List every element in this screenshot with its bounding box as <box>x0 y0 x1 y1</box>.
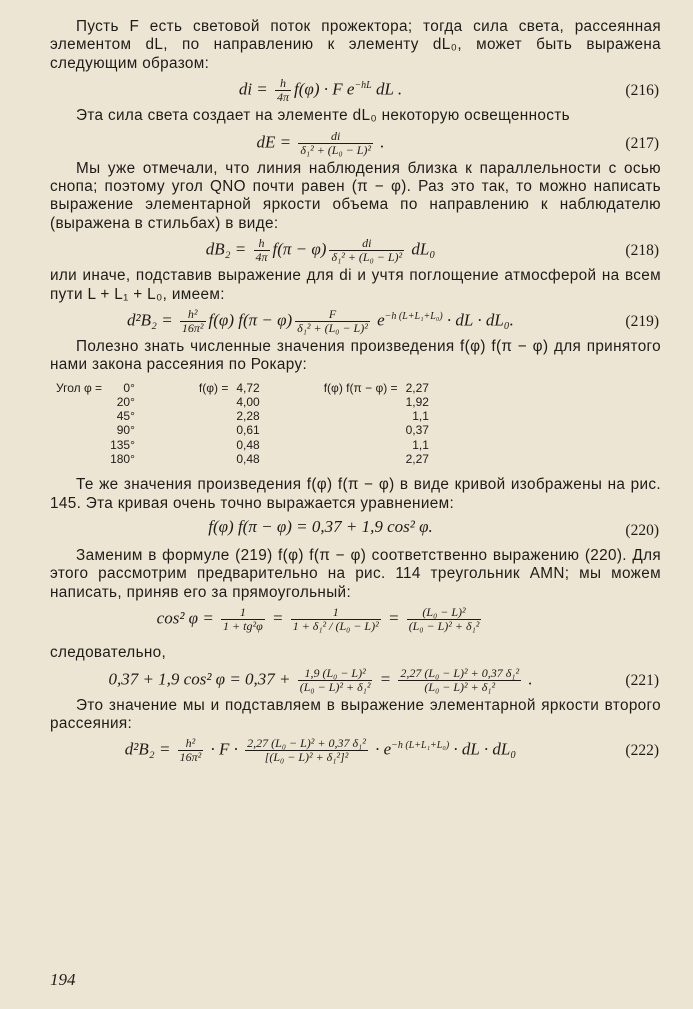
page-number: 194 <box>50 970 76 989</box>
frac-den: 4π <box>255 250 268 265</box>
frac-num: di <box>329 237 404 251</box>
table-cell <box>264 438 402 452</box>
table-cell: f(φ) f(π − φ) = <box>323 380 398 395</box>
paragraph-5: Полезно знать численные значения произведения f(φ) f(π − φ) для принятого нами закона рассеяния по Рокару: <box>50 338 661 374</box>
equation-number: (216) <box>625 82 659 100</box>
table-cell: 90° <box>116 423 135 438</box>
equation-217 <box>50 126 661 160</box>
table-cell: 2,27 <box>405 380 429 395</box>
eq-lhs: cos² φ = <box>156 608 219 628</box>
eq-sup: −h (L+L₁+L₀) <box>384 310 443 322</box>
table-cell: 4,00 <box>236 395 260 410</box>
frac-den: δ₁² + (L₀ − L)² <box>300 142 371 157</box>
equation-cos: cos² φ = $\frac{1}{\text{1 + tg²φ}}$ = $\frac{1}{\text{1 + δ₁² / (L₀ − L)²}}$ = $\frac{\text{(L₀ − L)²}}{\text{(L₀ − L)² + δ₁²}}$ <box>156 605 480 634</box>
table-cell: 2,27 <box>405 451 429 466</box>
table-cell <box>139 409 232 423</box>
equation-number: (220) <box>625 521 659 539</box>
table-cell: 4,72 <box>236 380 260 395</box>
table-cell <box>52 452 106 466</box>
eq-exp-base: e <box>372 310 385 330</box>
paragraph-7: Заменим в формуле (219) f(φ) f(π − φ) соответственно выражению (220). Для этого рассмотрим предварительно на рис. 114 треугольник AMN; мы можем написать, приняв его за прямоугольный: <box>50 546 661 601</box>
frac-num: h <box>254 237 270 251</box>
frac-den: 1 + tg²φ <box>223 619 263 634</box>
frac-num: 2,27 (L₀ − L)² + 0,37 δ₁² <box>400 665 520 680</box>
eq-lhs: dE = <box>256 132 296 152</box>
frac-den: (L₀ − L)² + δ₁² <box>408 619 480 634</box>
table-cell: 45° <box>116 409 135 424</box>
equation-number: (222) <box>625 742 659 760</box>
table-cell <box>264 452 402 466</box>
table-row <box>52 452 433 466</box>
table-cell: 1,1 <box>412 409 429 424</box>
frac-num: h² <box>178 737 204 751</box>
equation-216 <box>50 73 661 107</box>
table-cell: 1,1 <box>412 437 429 452</box>
table-row <box>52 395 433 409</box>
eq-tail: dL . <box>371 79 403 99</box>
eq-lhs: di = <box>238 79 273 99</box>
frac-den: (L₀ − L)² + δ₁² <box>424 679 496 694</box>
eq-mid: · F · <box>206 739 243 759</box>
table-row <box>52 409 433 423</box>
equation-number: (221) <box>625 671 659 689</box>
eq-tail: . <box>524 668 533 688</box>
frac-num: 1 <box>291 606 381 620</box>
equation-221: 0,37 + 1,9 cos² φ = 0,37 + $\frac{\text{1,9 (L₀ − L)²}}{\text{(L₀ − L)² + δ₁²}}$ = $\frac{\text{2,27 (L₀ − L)² + 0,37 δ₁²}}{\text{(L₀ − L)² + δ₁²}}$ . (221) <box>108 665 659 694</box>
values-table <box>52 381 433 466</box>
frac-num: h <box>275 77 291 91</box>
table-cell: 0,48 <box>236 437 260 452</box>
table-cell: f(φ) = <box>198 380 229 395</box>
eq-lhs: d²B₂ = <box>127 310 177 330</box>
paragraph-3: Мы уже отмечали, что линия наблюдения близка к параллельности с осью снопа; поэтому угол QNO почти равен (π − φ). Раз это так, то можно написать выражение элементарной яркости объема по направлению к наблюдателю (выражена в стильбах) в виде: <box>50 159 661 232</box>
frac-den: 16π² <box>181 321 204 336</box>
table-cell: 1,92 <box>405 395 429 410</box>
table-row <box>52 423 433 437</box>
table-cell: 0,61 <box>236 423 260 438</box>
table-cell <box>139 395 232 409</box>
table-cell: 20° <box>116 395 135 410</box>
frac-num: di <box>298 130 373 144</box>
table-cell <box>52 409 106 423</box>
equation-number: (218) <box>625 242 659 260</box>
paragraph-9: Это значение мы и подставляем в выражение элементарной яркости второго рассеяния: <box>50 696 661 732</box>
frac-num: (L₀ − L)² <box>407 606 482 620</box>
table-cell: 180° <box>110 451 135 466</box>
eq-exp-base: · e <box>370 739 392 759</box>
paragraph-8: следовательно, <box>50 644 167 662</box>
eq-tail: · dL · dL₀. <box>442 310 514 330</box>
eq-mid: f(π − φ) <box>272 239 327 259</box>
equation-219 <box>50 304 661 338</box>
eq-lhs: d²B₂ = <box>124 739 175 759</box>
equation-number: (217) <box>625 134 659 152</box>
eq-sup: −hL <box>354 79 372 91</box>
table-cell: 135° <box>110 437 135 452</box>
frac-den: 16π² <box>179 750 202 765</box>
eq-lhs: dB₂ = <box>205 239 251 259</box>
paragraph-2: Эта сила света создает на элементе dL₀ некоторую освещенность <box>76 107 570 125</box>
eq-tail: · dL · dL₀ <box>449 739 517 759</box>
frac-den: [(L₀ − L)² + δ₁²]² <box>264 750 349 765</box>
table-row <box>52 438 433 452</box>
frac-num: 1,9 (L₀ − L)² <box>298 667 373 681</box>
frac-num: h² <box>180 308 206 322</box>
table-cell: 2,28 <box>236 409 260 424</box>
frac-num: 2,27 (L₀ − L)² + 0,37 δ₁² <box>247 736 366 751</box>
eq-sup: −h (L+L₁+L₀) <box>391 740 450 752</box>
table-cell: 0,48 <box>236 451 260 466</box>
table-cell <box>52 438 106 452</box>
equation-218 <box>50 233 661 267</box>
paragraph-6: Те же значения произведения f(φ) f(π − φ) в виде кривой изображены на рис. 145. Эта кривая очень точно выражается уравнением: <box>50 476 661 512</box>
frac-den: 4π <box>277 90 290 105</box>
table-cell <box>264 423 402 437</box>
frac-num: 1 <box>221 606 265 620</box>
table-cell: 0,37 <box>405 423 429 438</box>
frac-den: δ₁² + (L₀ − L)² <box>331 250 403 265</box>
frac-den: δ₁² + (L₀ − L)² <box>297 321 368 336</box>
paragraph-1: Пусть F есть световой поток прожектора; тогда сила света, рассеянная элементом dL, по направлению к элементу dL₀, может быть выражена следующим образом: <box>50 18 661 72</box>
table-cell <box>139 423 232 437</box>
eq-tail: . <box>376 132 385 152</box>
eq-rest: f(φ) · F e <box>294 79 355 99</box>
eq-mid: f(φ) f(π − φ) <box>208 310 293 330</box>
table-cell: 0° <box>123 380 135 395</box>
frac-den: 1 + δ₁² / (L₀ − L)² <box>292 619 379 634</box>
frac-den: (L₀ − L)² + δ₁² <box>299 679 371 694</box>
table-cell <box>139 452 232 466</box>
table-cell <box>52 423 106 437</box>
equation-number: (219) <box>625 313 659 331</box>
table-row <box>52 381 433 395</box>
eq-tail: dL₀ <box>407 239 436 259</box>
frac-num: F <box>295 308 370 322</box>
table-cell <box>139 438 232 452</box>
paragraph-4: или иначе, подставив выражение для di и учтя поглощение атмосферой на всем пути L + L₁ + L₀, имеем: <box>50 267 661 303</box>
table-cell <box>52 395 106 409</box>
equation-220 <box>50 513 661 547</box>
table-cell <box>264 395 402 409</box>
equation-222 <box>50 733 661 767</box>
eq-lhs: 0,37 + 1,9 cos² φ = 0,37 + <box>108 668 295 688</box>
table-cell: Угол φ = <box>56 380 103 395</box>
eq-body: f(φ) f(π − φ) = 0,37 + 1,9 cos² φ. <box>208 516 433 536</box>
table-cell <box>264 409 402 423</box>
